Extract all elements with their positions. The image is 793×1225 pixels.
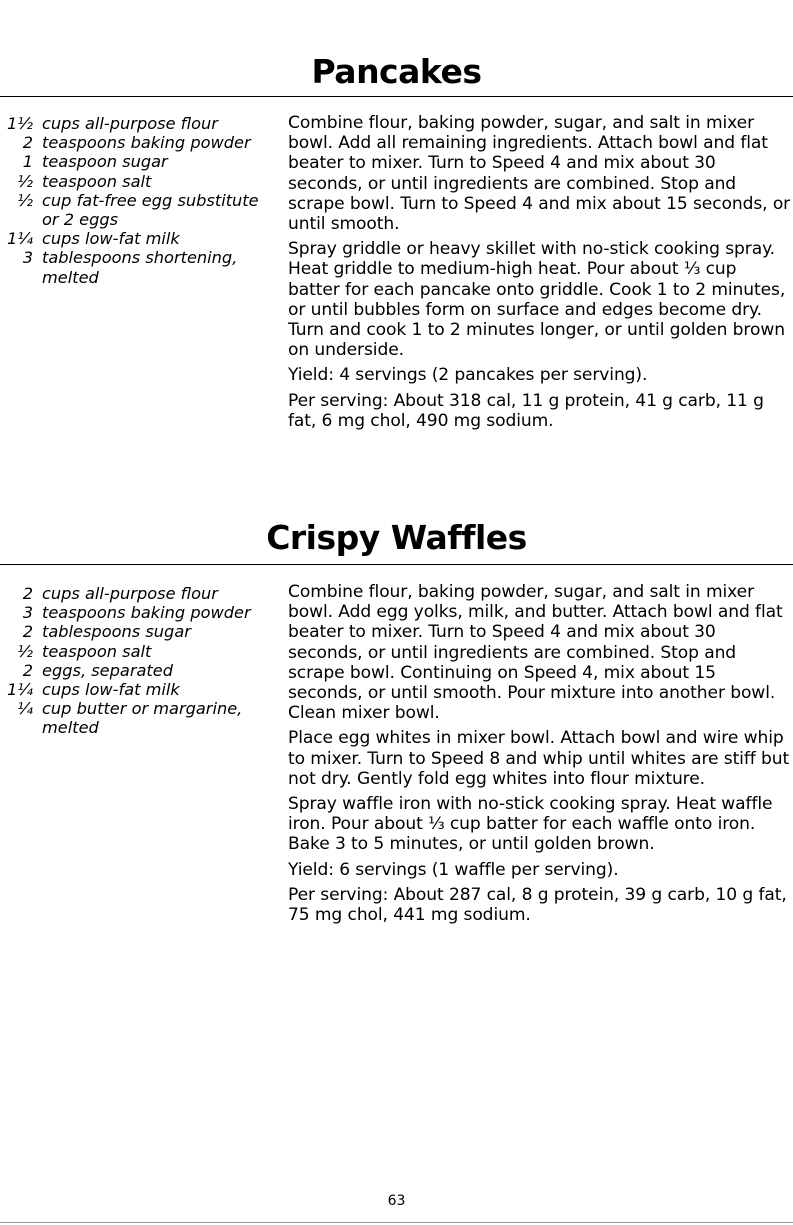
ingredient-item	[0, 680, 275, 699]
ingredient-quantity: ½	[17, 641, 33, 661]
ingredient-text: teaspoon sugar	[42, 152, 168, 172]
recipe-instructions	[288, 113, 793, 436]
ingredient-item	[0, 603, 275, 622]
ingredient-item	[0, 152, 275, 171]
ingredient-text: cups low-fat milk	[42, 680, 180, 700]
ingredient-item	[0, 133, 275, 152]
ingredient-text: cup fat-free egg substitute or 2 eggs	[42, 190, 259, 230]
yield-text: Yield: 6 servings (1 waffle per serving).	[288, 859, 619, 880]
ingredient-quantity: 1	[22, 152, 33, 172]
nutrition-text: Per serving: About 318 cal, 11 g protein, 41 g carb, 11 g fat, 6 mg chol, 490 mg sodium.	[288, 390, 764, 431]
yield-text: Yield: 4 servings (2 pancakes per serving).	[288, 365, 648, 386]
ingredient-quantity: 2	[22, 133, 33, 153]
ingredient-quantity: 2	[22, 660, 33, 680]
ingredient-quantity: ½	[17, 190, 33, 210]
ingredient-item	[0, 172, 275, 191]
instruction-paragraph: Spray waffle iron with no-stick cooking spray. Heat waffle iron. Pour about ⅓ cup batter for each waffle onto iron. Bake 3 to 5 minutes, or until golden brown.	[288, 794, 773, 855]
nutrition-text: Per serving: About 287 cal, 8 g protein, 39 g carb, 10 g fat, 75 mg chol, 441 mg sodium.	[288, 884, 787, 926]
ingredient-quantity: ¼	[17, 699, 33, 719]
ingredient-text: cup butter or margarine, melted	[42, 699, 243, 738]
ingredient-text: teaspoons baking powder	[42, 133, 251, 153]
page-bottom-edge	[0, 1222, 793, 1223]
ingredient-quantity: 2	[22, 584, 33, 603]
ingredient-quantity: 3	[22, 603, 33, 623]
title-divider	[0, 96, 793, 97]
ingredient-item	[0, 661, 275, 680]
ingredient-quantity: 2	[22, 622, 33, 642]
instruction-paragraph: Spray griddle or heavy skillet with no-stick cooking spray. Heat griddle to medium-high heat. Pour about ⅓ cup batter for each pancake onto griddle. Cook 1 to 2 minutes, or until bubbles form on surface and edges become dry. Turn and cook 1 to 2 minutes longer, or until golden brown on underside.	[288, 239, 786, 361]
ingredient-quantity: ½	[17, 171, 33, 191]
ingredient-item	[0, 191, 275, 229]
recipe-instructions	[288, 582, 793, 930]
ingredient-text: eggs, separated	[42, 660, 173, 680]
ingredient-text: cups all-purpose flour	[42, 114, 218, 133]
ingredient-list	[0, 584, 275, 738]
recipe-title: Pancakes	[311, 52, 482, 91]
ingredient-quantity: 1½	[7, 114, 33, 133]
ingredient-item	[0, 584, 275, 603]
ingredient-text: teaspoons baking powder	[42, 603, 251, 623]
ingredient-text: teaspoon salt	[42, 171, 152, 191]
ingredient-quantity: 3	[22, 248, 33, 268]
ingredient-text: tablespoons shortening, melted	[42, 248, 238, 287]
ingredient-text: tablespoons sugar	[42, 622, 191, 642]
ingredient-list	[0, 114, 275, 287]
ingredient-text: cups low-fat milk	[42, 229, 180, 249]
ingredient-text: teaspoon salt	[42, 641, 152, 661]
page-number: 63	[387, 1193, 406, 1209]
instruction-paragraph: Combine flour, baking powder, sugar, and salt in mixer bowl. Add all remaining ingredients. Attach bowl and flat beater to mixer. Turn to Speed 4 and mix about 30 seconds, or until ingredients are combined. Stop and scrape bowl. Turn to Speed 4 and mix about 15 seconds, or until smooth.	[288, 113, 791, 235]
ingredient-text: cups all-purpose flour	[42, 584, 218, 603]
ingredient-item	[0, 114, 275, 133]
instruction-paragraph: Place egg whites in mixer bowl. Attach bowl and wire whip to mixer. Turn to Speed 8 and whip until whites are stiff but not dry. Gently fold egg whites into flour mixture.	[288, 728, 790, 789]
ingredient-quantity: 1¼	[7, 229, 33, 249]
instruction-paragraph: Combine flour, baking powder, sugar, and salt in mixer bowl. Add egg yolks, milk, and butter. Attach bowl and flat beater to mixer. Turn to Speed 4 and mix about 30 seconds, or until ingredients are combined. Stop and scrape bowl. Continuing on Speed 4, mix about 15 seconds, or until smooth. Pour mixture into another bowl. Clean mixer bowl.	[288, 582, 783, 724]
ingredient-item	[0, 622, 275, 641]
title-divider	[0, 564, 793, 565]
ingredient-item	[0, 642, 275, 661]
recipe-title: Crispy Waffles	[266, 518, 527, 557]
ingredient-item	[0, 229, 275, 248]
ingredient-item	[0, 248, 275, 286]
ingredient-item	[0, 699, 275, 737]
ingredient-quantity: 1¼	[7, 680, 33, 700]
